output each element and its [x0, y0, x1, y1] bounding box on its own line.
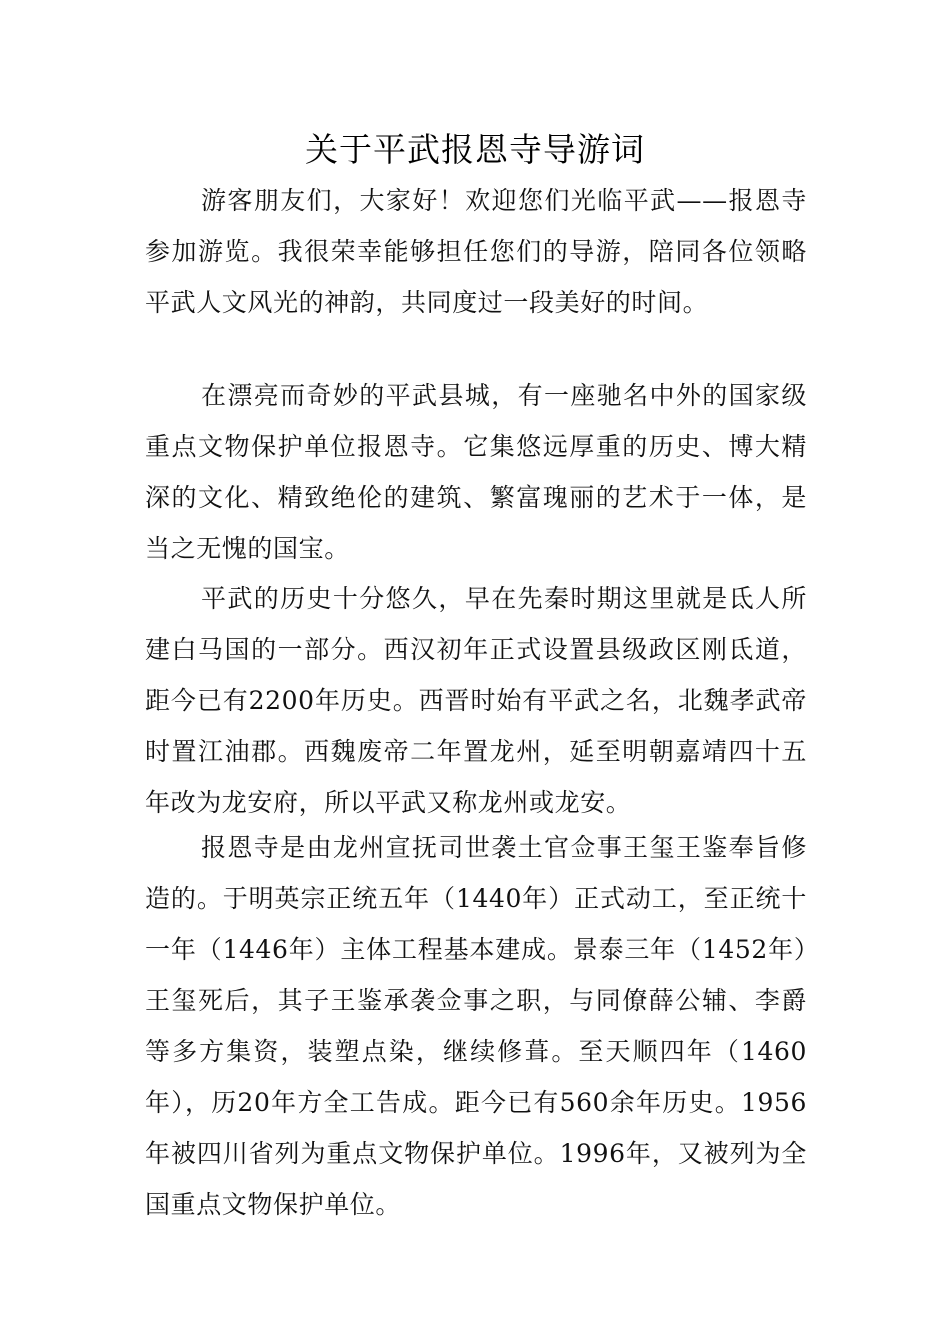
paragraph-history: 平武的历史十分悠久，早在先秦时期这里就是氐人所建白马国的一部分。西汉初年正式设置县级政区刚氐道，距今已有2200年历史。西晋时始有平武之名，北魏孝武帝时置江油郡。西魏废帝二年置龙州，延至明朝嘉靖四十五年改为龙安府，所以平武又称龙州或龙安。: [145, 584, 807, 817]
document-title: 关于平武报恩寺导游词: [305, 130, 645, 169]
paragraph-introduction: 在漂亮而奇妙的平武县城，有一座驰名中外的国家级重点文物保护单位报恩寺。它集悠远厚重的历史、博大精深的文化、精致绝伦的建筑、繁富瑰丽的艺术于一体，是当之无愧的国宝。: [145, 381, 807, 563]
paragraph-welcome: 游客朋友们，大家好！欢迎您们光临平武——报恩寺参加游览。我很荣幸能够担任您们的导游，陪同各位领略平武人文风光的神韵，共同度过一段美好的时间。: [145, 186, 807, 317]
paragraph-construction: 报恩寺是由龙州宣抚司世袭土官佥事王玺王鉴奉旨修造的。于明英宗正统五年（1440年）正式动工，至正统十一年（1446年）主体工程基本建成。景泰三年（1452年）王玺死后，其子王鉴承袭佥事之职，与同僚薛公辅、李爵等多方集资，装塑点染，继续修葺。至天顺四年（1460年），历20年方全工告成。距今已有560余年历史。1956年被四川省列为重点文物保护单位。1996年，又被列为全国重点文物保护单位。: [145, 833, 807, 1219]
